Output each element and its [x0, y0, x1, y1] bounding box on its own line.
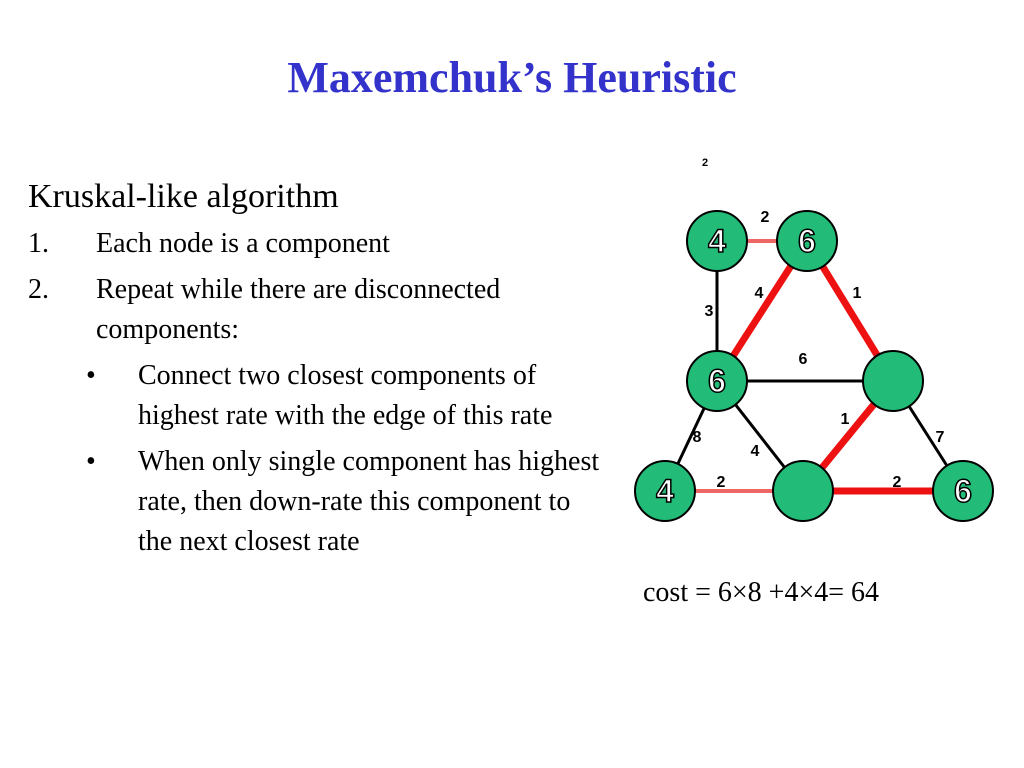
algorithm-text — [28, 178, 628, 568]
edge-label-middle-right-bottom-right: 7 — [935, 429, 945, 446]
edge-label-bottom-middle-bottom-right: 2 — [892, 474, 902, 491]
edge-label-top-right-middle-left: 4 — [754, 285, 764, 302]
edge-label-top-left-top-right: 2 — [760, 209, 770, 226]
step-2 — [28, 270, 628, 350]
edge-label-top-left-middle-left: 3 — [704, 303, 714, 320]
algorithm-heading: Kruskal-like algorithm — [28, 178, 339, 215]
node-label-top-left: 4 — [708, 223, 726, 259]
bullet-2-text: When only single component has highest rate, then down-rate this component to the next closest rate — [138, 446, 600, 557]
bullet-1-text: Connect two closest components of highest rate with the edge of this rate — [138, 360, 553, 431]
step-1-marker: 1. — [28, 228, 49, 259]
node-bottom-middle — [773, 461, 833, 521]
cost-formula: cost = 6×8 +4×4= 64 — [643, 577, 880, 608]
edge-label-middle-left-bottom-middle: 4 — [750, 443, 760, 460]
bullet-1-marker: • — [86, 360, 96, 391]
bullet-1 — [28, 356, 608, 436]
bullet-2 — [28, 442, 608, 562]
node-middle-right — [863, 351, 923, 411]
node-label-bottom-left: 4 — [656, 473, 674, 509]
edge-label-middle-left-bottom-left: 8 — [692, 429, 702, 446]
edge-label-middle-left-middle-right: 6 — [798, 351, 808, 368]
step-2-marker: 2. — [28, 274, 49, 305]
slide-title: Maxemchuk’s Heuristic — [287, 53, 737, 102]
step-1-text: Each node is a component — [96, 228, 390, 259]
node-label-top-right: 6 — [798, 223, 816, 259]
step-2-text: Repeat while there are disconnected components: — [96, 274, 501, 345]
graph-diagram — [600, 140, 1020, 540]
node-label-middle-left: 6 — [708, 363, 726, 399]
edge-label-bottom-left-bottom-middle: 2 — [716, 474, 726, 491]
node-label-bottom-right: 6 — [954, 473, 972, 509]
edge-label-top-right-middle-right: 1 — [852, 285, 862, 302]
step-1 — [28, 224, 628, 264]
stray-label: 2 — [701, 157, 709, 169]
bullet-2-marker: • — [86, 446, 96, 477]
edge-label-middle-right-bottom-middle: 1 — [840, 411, 850, 428]
